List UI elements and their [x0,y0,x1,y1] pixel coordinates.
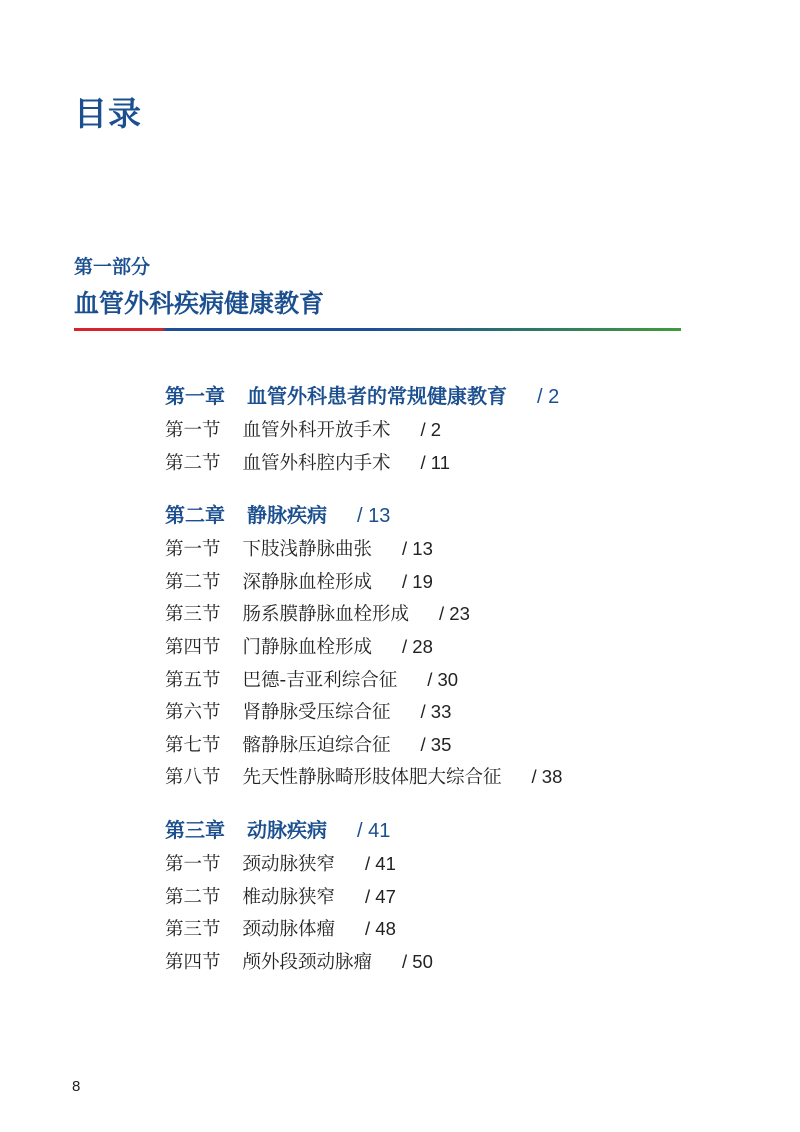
section-row[interactable] [165,729,725,762]
section-name: 颈动脉体瘤 [242,919,336,941]
section-page: / 41 [365,852,396,874]
chapter-number: 第三章 [165,817,225,842]
section-page: / 48 [365,918,396,940]
section-row[interactable] [165,664,725,697]
section-page: / 19 [402,570,433,592]
part-label: 第一部分 [74,256,151,278]
chapter-name: 静脉疾病 [247,503,327,528]
section-page: / 33 [420,701,452,723]
section-page: / 35 [420,733,452,755]
section-name: 巴德-吉亚利综合征 [242,669,398,691]
section-page: / 50 [402,950,433,972]
section-name: 下肢浅静脉曲张 [242,539,373,561]
section-page: / 28 [402,635,433,657]
section-row[interactable] [165,881,725,914]
section-name: 椎动脉狭窄 [242,886,336,908]
section-number: 第三节 [165,604,221,626]
section-name: 深静脉血栓形成 [242,571,373,593]
chapter-number: 第一章 [165,384,225,408]
section-number: 第一节 [165,420,221,441]
section-row[interactable] [165,761,725,794]
section-number: 第一节 [165,539,221,561]
section-number: 第三节 [165,919,221,941]
section-name: 肠系膜静脉血栓形成 [242,604,410,626]
chapter-2 [165,501,725,794]
section-number: 第四节 [165,951,221,973]
section-number: 第一节 [165,853,221,875]
section-row[interactable] [165,631,725,664]
section-name: 血管外科腔内手术 [242,452,391,474]
section-row[interactable] [165,696,725,729]
section-page: / 13 [402,538,433,560]
section-name: 门静脉血栓形成 [242,636,373,658]
chapter-page: / 41 [357,819,391,842]
section-name: 先天性静脉畸形肢体肥大综合征 [242,767,502,789]
chapter-number: 第二章 [165,503,225,528]
chapter-name: 动脉疾病 [247,817,327,842]
chapter-heading[interactable] [165,382,725,414]
chapter-name: 血管外科患者的常规健康教育 [247,384,507,408]
section-page: / 47 [365,885,396,907]
section-page: / 23 [439,603,470,625]
table-of-contents [165,382,725,1000]
section-number: 第五节 [165,669,221,691]
section-page: / 38 [531,766,563,788]
section-name: 颅外段颈动脉瘤 [242,951,373,973]
section-page: / 30 [427,668,459,690]
page-title: 目录 [74,94,142,133]
part-divider [74,328,681,331]
section-row[interactable] [165,598,725,631]
section-name: 肾静脉受压综合征 [242,702,391,724]
section-row[interactable] [165,566,725,599]
section-name: 髂静脉压迫综合征 [242,734,391,756]
section-row[interactable] [165,848,725,881]
section-row[interactable] [165,447,725,480]
chapter-1 [165,382,725,479]
chapter-heading[interactable] [165,816,725,848]
section-number: 第八节 [165,767,221,789]
section-number: 第七节 [165,734,221,756]
page-number: 8 [72,1078,81,1095]
chapter-page: / 13 [357,505,391,528]
section-number: 第四节 [165,636,221,658]
section-number: 第二节 [165,886,221,908]
chapter-3 [165,816,725,978]
chapter-heading[interactable] [165,501,725,533]
section-row[interactable] [165,533,725,566]
section-name: 血管外科开放手术 [242,420,391,441]
part-title: 血管外科疾病健康教育 [74,289,325,318]
section-row[interactable] [165,414,725,447]
section-name: 颈动脉狭窄 [242,853,336,875]
section-number: 第六节 [165,702,221,724]
section-row[interactable] [165,913,725,946]
section-page: / 11 [420,451,451,473]
section-row[interactable] [165,946,725,979]
section-page: / 2 [420,419,442,440]
section-number: 第二节 [165,571,221,593]
chapter-page: / 2 [537,386,560,408]
section-number: 第二节 [165,452,221,474]
